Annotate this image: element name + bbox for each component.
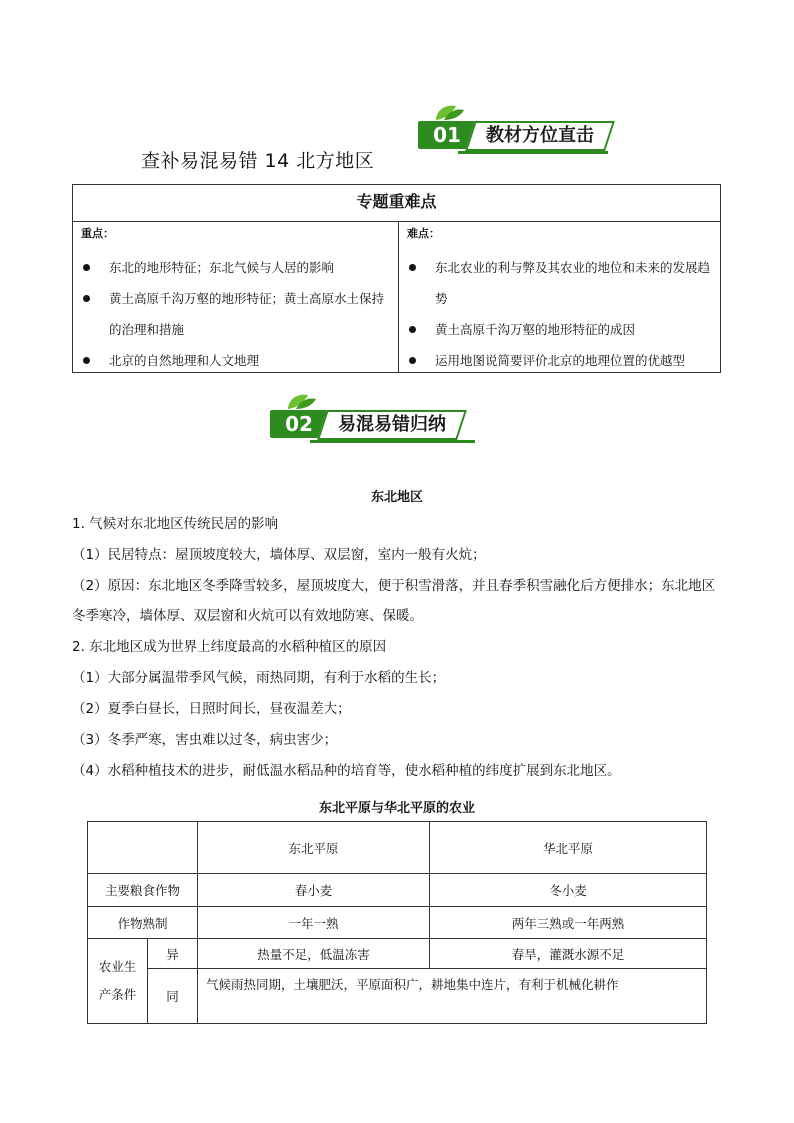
agriculture-comparison-table <box>87 821 707 1024</box>
paragraph-line: （1）民居特点：屋顶坡度较大，墙体厚、双层窗，室内一般有火炕； <box>72 547 486 563</box>
badge-number: 02 <box>270 410 328 438</box>
key-points-box <box>72 184 721 373</box>
leaf-icon <box>432 102 466 122</box>
bullet-icon <box>409 326 416 333</box>
key-points-header: 专题重难点 <box>73 185 720 222</box>
section-heading: 东北地区 <box>370 490 423 505</box>
table-header-cell: 华北平原 <box>430 822 707 874</box>
list-item: 黄土高原千沟万壑的地形特征的成因 <box>409 314 712 345</box>
paragraph-line: （1）大部分属温带季风气候，雨热同期，有利于水稻的生长； <box>72 670 446 686</box>
bullet-icon <box>83 357 90 364</box>
table-cell: 热量不足，低温冻害 <box>198 939 430 969</box>
table-cell: 春小麦 <box>198 874 430 907</box>
table-cell: 气候雨热同期，土壤肥沃，平原面积广，耕地集中连片，有利于机械化耕作 <box>198 969 707 1024</box>
leaf-icon <box>284 391 318 411</box>
bullet-icon <box>83 264 90 271</box>
table-title: 东北平原与华北平原的农业 <box>318 801 475 816</box>
badge-label-plate <box>465 121 615 151</box>
bullet-icon <box>409 357 416 364</box>
key-points-column <box>73 222 399 372</box>
key-points-label: 重点： <box>81 227 114 240</box>
badge-label: 教材方位直击 <box>486 125 594 146</box>
table-cell: 春旱，灌溉水源不足 <box>430 939 707 969</box>
table-row-label: 作物熟制 <box>88 907 198 939</box>
bullet-icon <box>409 264 416 271</box>
difficult-points-column <box>399 222 720 372</box>
table-cell <box>88 822 198 874</box>
table-row <box>88 907 707 939</box>
badge-underline <box>458 151 608 154</box>
list-item: 东北的地形特征；东北气候与人居的影响 <box>83 252 390 283</box>
table-row <box>88 939 707 969</box>
list-item: 黄土高原千沟万壑的地形特征；黄土高原水土保持的治理和措施 <box>83 283 390 345</box>
list-item: 运用地图说简要评价北京的地理位置的优越型 <box>409 345 712 376</box>
table-cell: 一年一熟 <box>198 907 430 939</box>
table-sub-label: 异 <box>148 939 198 969</box>
badge-label-plate <box>317 410 467 440</box>
table-row-label: 主要粮食作物 <box>88 874 198 907</box>
table-row <box>88 969 707 1024</box>
difficult-points-label: 难点： <box>407 227 440 240</box>
table-header-cell: 东北平原 <box>198 822 430 874</box>
paragraph-line: 2. 东北地区成为世界上纬度最高的水稻种植区的原因 <box>72 639 387 655</box>
table-row-label: 农业生 产条件 <box>88 939 148 1024</box>
list-item: 北京的自然地理和人文地理 <box>83 345 390 376</box>
table-cell: 两年三熟或一年两熟 <box>430 907 707 939</box>
table-sub-label: 同 <box>148 969 198 1024</box>
paragraph-line: （2）原因：东北地区冬季降雪较多，屋顶坡度大，便于积雪滑落，并且春季积雪融化后方便排水；东北地区冬季寒冷，墙体厚、双层窗和火炕可以有效地防寒、保暖。 <box>72 578 716 624</box>
table-row <box>88 822 707 874</box>
table-cell: 冬小麦 <box>430 874 707 907</box>
list-item: 东北农业的利与弊及其农业的地位和未来的发展趋势 <box>409 252 712 314</box>
paragraph-line: （4）水稻种植技术的进步，耐低温水稻品种的培育等，使水稻种植的纬度扩展到东北地区。 <box>72 763 621 779</box>
section-badge-02 <box>270 406 500 442</box>
bullet-icon <box>83 295 90 302</box>
badge-label: 易混易错归纳 <box>338 414 446 435</box>
paragraph-line: （2）夏季白昼长，日照时间长，昼夜温差大； <box>72 701 351 717</box>
table-row <box>88 874 707 907</box>
paragraph-line: （3）冬季严寒，害虫难以过冬，病虫害少； <box>72 732 338 748</box>
section-badge-01 <box>418 117 628 153</box>
badge-number: 01 <box>418 121 476 149</box>
badge-underline <box>310 440 475 443</box>
paragraph-line: 1. 气候对东北地区传统民居的影响 <box>72 516 279 532</box>
page-title: 查补易混易错 14 北方地区 <box>141 150 375 172</box>
